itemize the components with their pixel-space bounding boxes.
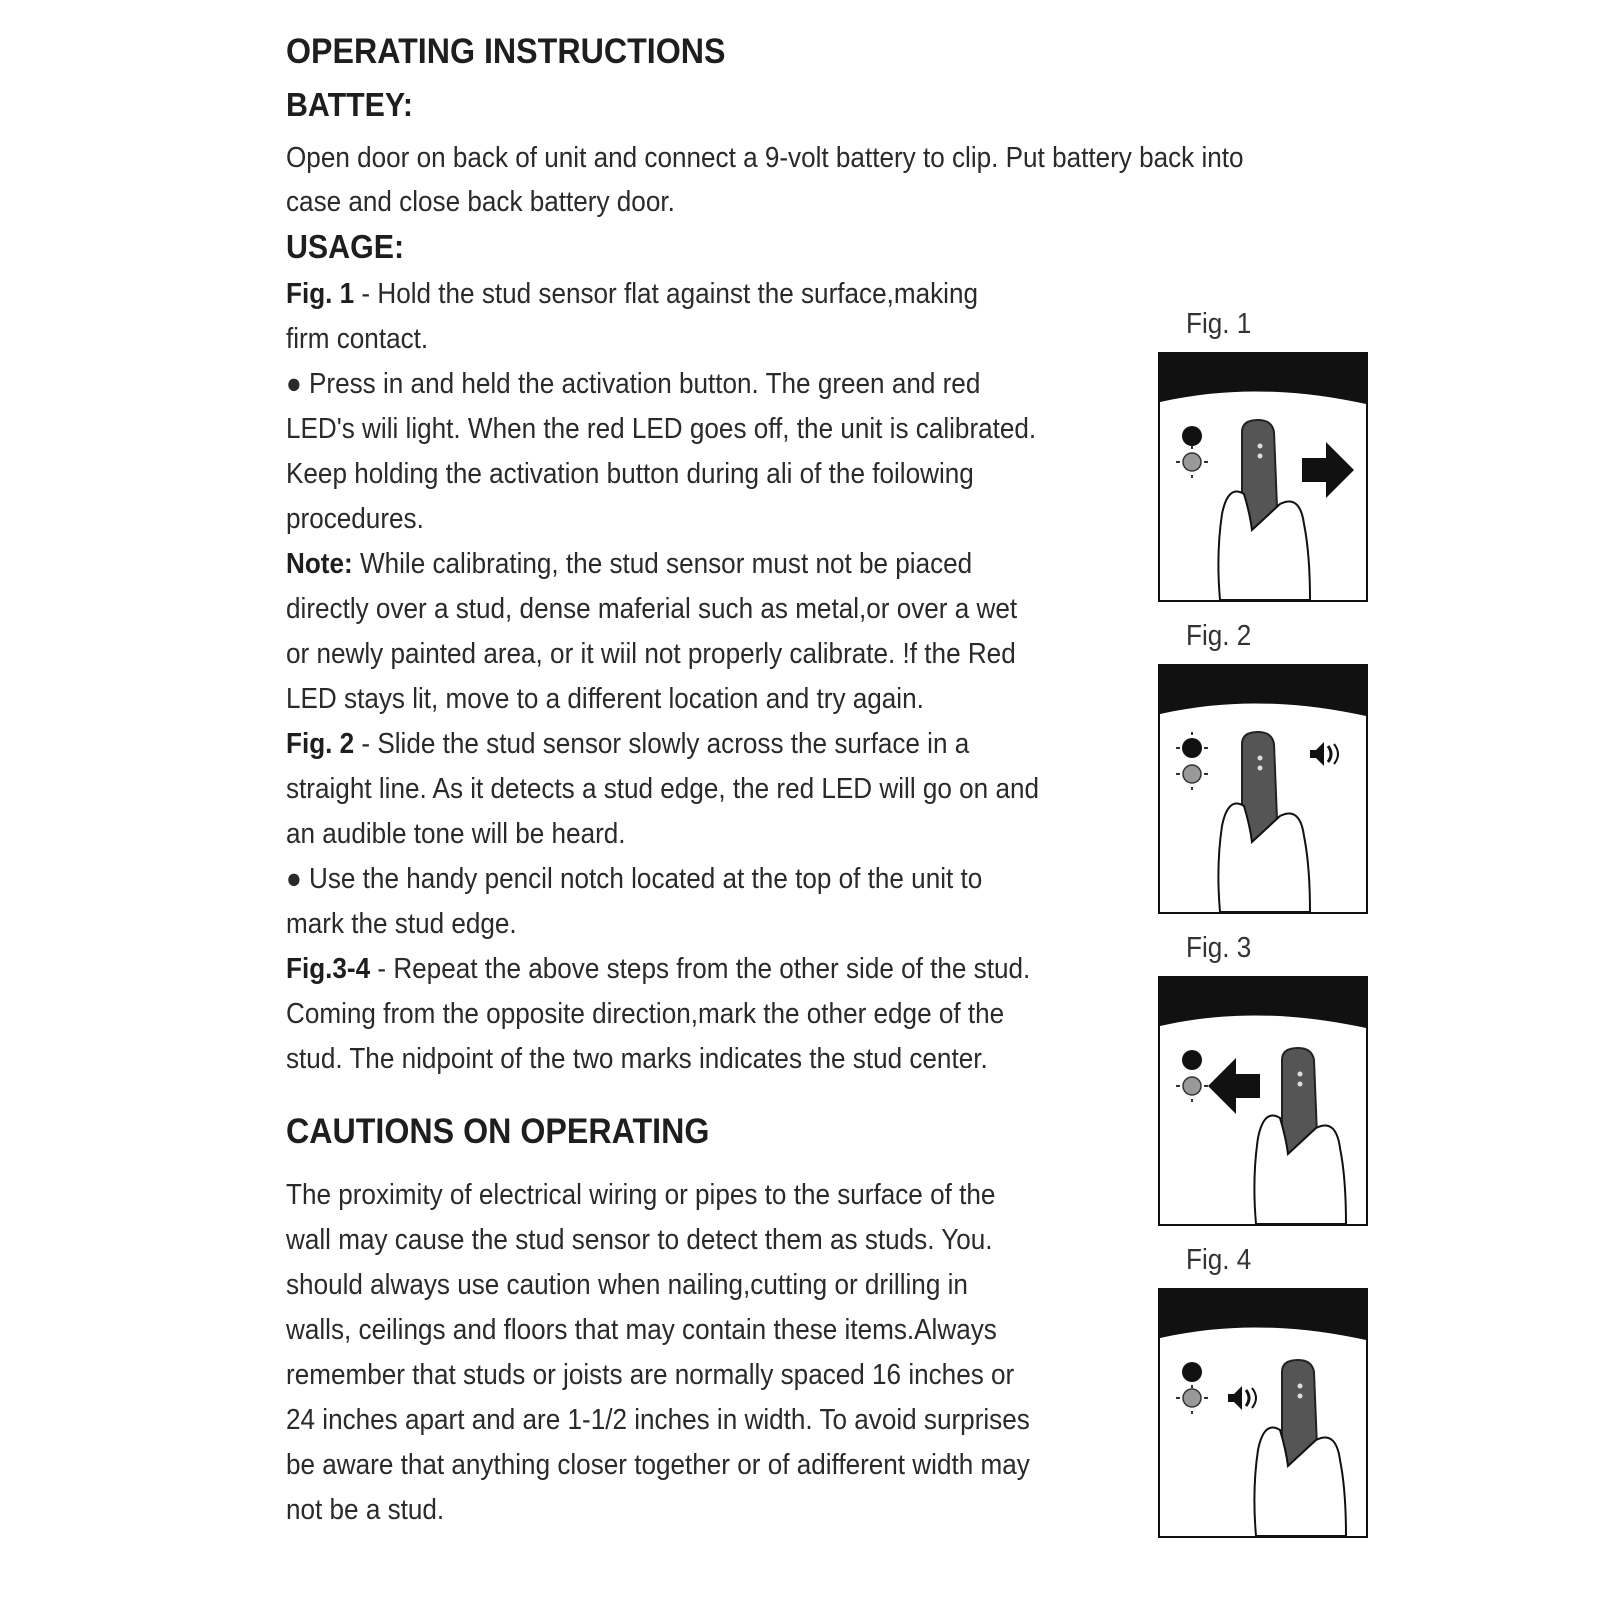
green-led-icon [1182,1050,1202,1070]
fig34-ref: Fig.3-4 [286,953,371,985]
note-text: LED stays lit, move to a different location and try again. [286,683,924,715]
fig2-instruction: Fig. 2 - Slide the stud sensor slowly across the surface in a [286,728,970,760]
red-led-icon [1183,1389,1201,1407]
fig2-ref: Fig. 2 [286,728,355,760]
note-text: Note: While calibrating, the stud sensor must not be piaced [286,548,973,580]
fig2-instruction: an audible tone will be heard. [286,818,626,850]
fig34-instruction: stud. The nidpoint of the two marks indicates the stud center. [286,1043,988,1075]
fig34-instruction: Fig.3-4 - Repeat the above steps from the other side of the stud. [286,953,1031,985]
battery-text-line: case and close back battery door. [286,186,675,218]
cautions-heading: CAUTIONS ON OPERATING [286,1112,710,1151]
arrow-left-icon [1208,1058,1260,1114]
fig1-ref: Fig. 1 [286,278,355,310]
arrow-right-icon [1302,442,1354,498]
cautions-text-line: should always use caution when nailing,cutting or drilling in [286,1269,968,1301]
green-led-icon [1182,426,1202,446]
fig2-caption: Fig. 2 [1186,620,1252,652]
fig4-illustration [1158,1288,1368,1538]
usage-heading: USAGE: [286,228,405,265]
fig1-illustration [1158,352,1368,602]
cautions-text-line: wall may cause the stud sensor to detect them as studs. You. [286,1224,993,1256]
green-led-icon [1182,738,1202,758]
fig3-illustration [1158,976,1368,1226]
press-instruction: ● Press in and held the activation button. The green and red [286,368,981,400]
battery-heading: BATTEY: [286,86,414,123]
cautions-text-line: 24 inches apart and are 1-1/2 inches in width. To avoid surprises [286,1404,1030,1436]
red-led-icon [1183,1077,1201,1095]
cautions-text-line: remember that studs or joists are normally spaced 16 inches or [286,1359,1015,1391]
cautions-text-line: The proximity of electrical wiring or pipes to the surface of the [286,1179,996,1211]
fig3-caption: Fig. 3 [1186,932,1252,964]
fig4-caption: Fig. 4 [1186,1244,1252,1276]
red-led-icon [1183,453,1201,471]
fig34-instruction: Coming from the opposite direction,mark the other edge of the [286,998,1005,1030]
pencil-instruction: mark the stud edge. [286,908,517,940]
press-instruction: procedures. [286,503,424,535]
pencil-instruction: ● Use the handy pencil notch located at the top of the unit to [286,863,983,895]
battery-text-line: Open door on back of unit and connect a 9-volt battery to clip. Put battery back into [286,142,1244,174]
red-led-icon [1183,765,1201,783]
note-label: Note: [286,548,353,580]
cautions-text-line: not be a stud. [286,1494,445,1526]
green-led-icon [1182,1362,1202,1382]
cautions-text-line: be aware that anything closer together or of adifferent width may [286,1449,1030,1481]
note-text: directly over a stud, dense maferial such as metal,or over a wet [286,593,1018,625]
speaker-icon [1228,1386,1256,1410]
speaker-icon [1310,742,1338,766]
fig1-caption: Fig. 1 [1186,308,1252,340]
fig2-illustration [1158,664,1368,914]
fig2-instruction: straight line. As it detects a stud edge, the red LED will go on and [286,773,1040,805]
note-text: or newly painted area, or it wiil not properly calibrate. !f the Red [286,638,1016,670]
cautions-text-line: walls, ceilings and floors that may contain these items.Always [286,1314,997,1346]
page-title: OPERATING INSTRUCTIONS [286,32,726,71]
fig1-instruction-cont: firm contact. [286,323,429,355]
press-instruction: Keep holding the activation button during ali of the foilowing [286,458,974,490]
press-instruction: LED's wili light. When the red LED goes off, the unit is calibrated. [286,413,1037,445]
fig1-instruction: Fig. 1 - Hold the stud sensor flat against the surface,making [286,278,978,310]
